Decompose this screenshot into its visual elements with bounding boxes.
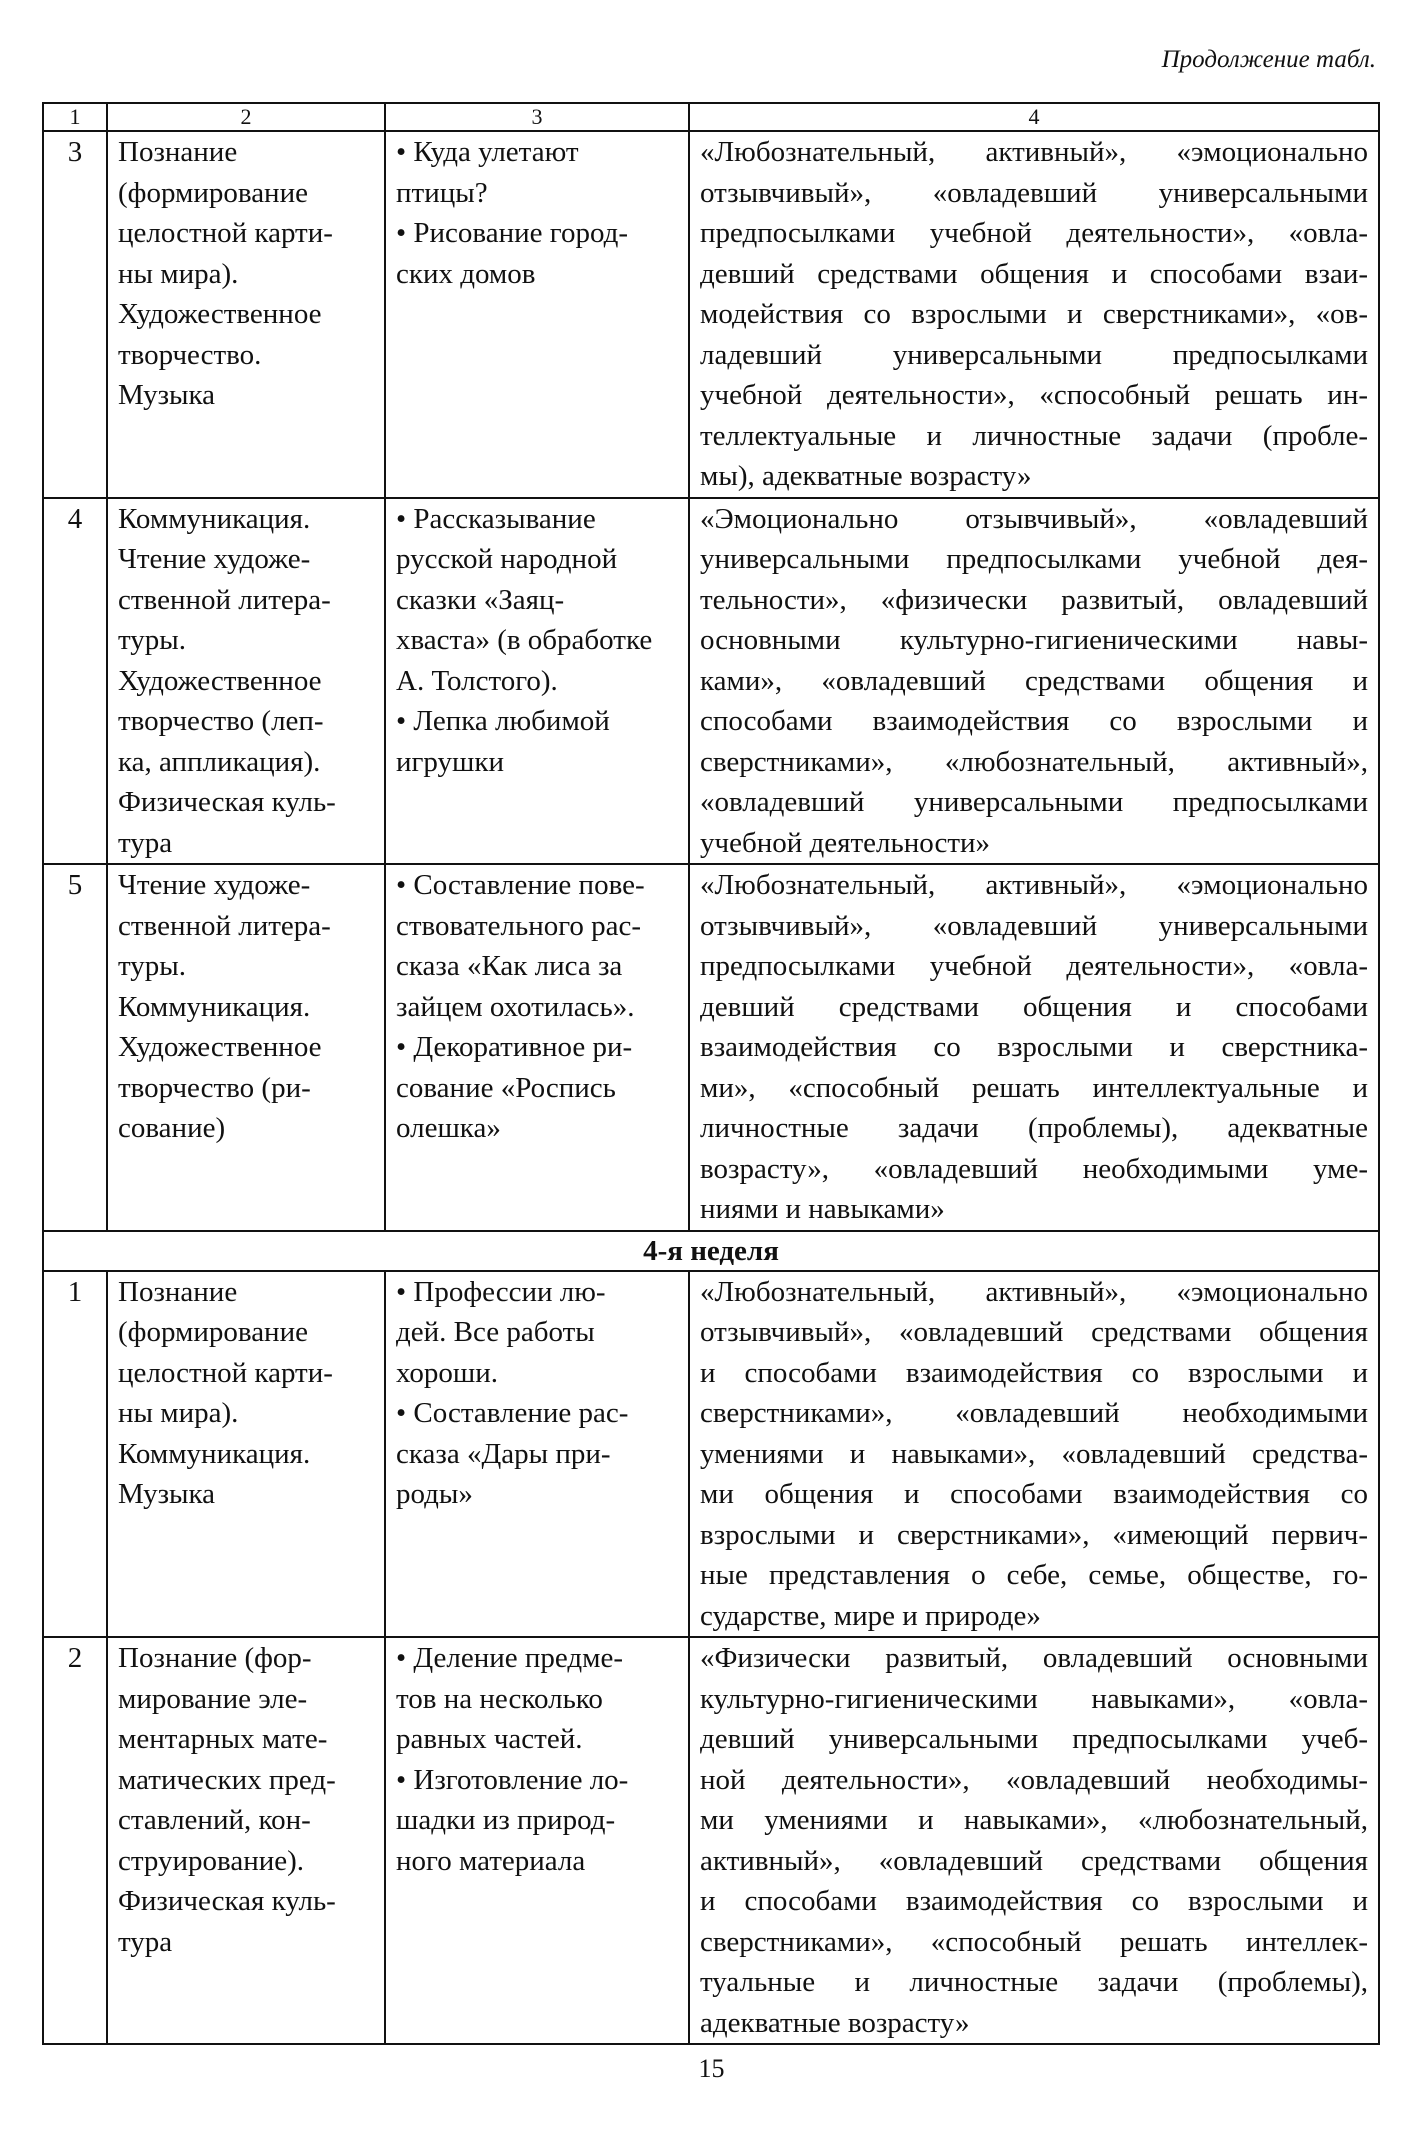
row-number: 4 xyxy=(43,498,107,865)
integrative-qualities-cell xyxy=(689,1637,1379,2044)
integrative-qualities-cell-line: взрослыми и сверстниками», «имеющий первич- xyxy=(700,1518,1368,1551)
integrative-qualities-cell-line: учебной деятельности» xyxy=(700,826,991,859)
education-area-cell-line: целостной карти- xyxy=(118,1356,333,1389)
integrative-qualities-cell-line: «Любознательный, активный», «эмоционально xyxy=(700,1275,1368,1308)
education-area-cell-line: ственной литера- xyxy=(118,909,331,942)
activity-cell-line: • Рисование город- xyxy=(396,217,629,249)
activity-cell-line: ствовательного рас- xyxy=(396,909,642,942)
integrative-qualities-cell-line: ниями и навыками» xyxy=(700,1193,945,1225)
education-area-cell-line: ментарных мате- xyxy=(118,1723,328,1755)
integrative-qualities-cell-line: модействия со взрослыми и сверстниками», «ов- xyxy=(700,298,1368,330)
activity-cell-line: сование «Роспись xyxy=(396,1071,616,1104)
integrative-qualities-cell-line: и способами взаимодействия со взрослыми и xyxy=(700,1356,1368,1389)
education-area-cell-line: (формирование xyxy=(118,176,308,209)
integrative-qualities-cell-line: основными культурно-гигиеническими навы- xyxy=(700,624,1368,656)
header-cell-4: 4 xyxy=(689,103,1379,131)
integrative-qualities-cell-line: мы), адекватные возрасту» xyxy=(700,460,1032,492)
row-number: 5 xyxy=(43,864,107,1231)
activity-cell-line: ного материала xyxy=(396,1844,586,1877)
activity-cell-line: • Лепка любимой xyxy=(396,705,610,737)
education-area-cell-line: Коммуникация. xyxy=(118,1437,311,1470)
education-area-cell-line: Чтение художе- xyxy=(118,869,311,901)
activity-cell-line: хороши. xyxy=(396,1356,498,1389)
integrative-qualities-cell-line: ками», «овладевший средствами общения и xyxy=(700,664,1368,697)
header-cell-2: 2 xyxy=(107,103,385,131)
activity-cell-line: • Рассказывание xyxy=(396,502,596,535)
integrative-qualities-cell-line: универсальными предпосылками учебной дея- xyxy=(700,543,1368,575)
row-number: 2 xyxy=(43,1637,107,2044)
education-area-cell-line: Музыка xyxy=(118,1478,216,1510)
integrative-qualities-cell-line: ми общения и способами взаимодействия со xyxy=(700,1478,1368,1510)
education-area-cell-line: матических пред- xyxy=(118,1763,336,1796)
integrative-qualities-cell-line: способами взаимодействия со взрослыми и xyxy=(700,705,1368,737)
activity-cell-line: дей. Все работы xyxy=(396,1316,595,1348)
integrative-qualities-cell-line: ной деятельности», «овладевший необходимы- xyxy=(700,1763,1368,1796)
education-area-cell xyxy=(107,498,385,865)
education-area-cell-line: целостной карти- xyxy=(118,217,333,249)
table-row xyxy=(43,498,1379,865)
integrative-qualities-cell-line: предпосылками учебной деятельности», «овла- xyxy=(700,217,1368,249)
education-area-cell-line: сование) xyxy=(118,1112,226,1144)
integrative-qualities-cell-line: ми», «способный решать интеллектуальные и xyxy=(700,1071,1368,1104)
activity-cell-line: олешка» xyxy=(396,1112,501,1144)
education-area-cell-line: Чтение художе- xyxy=(118,543,311,575)
table-continuation-caption: Продолжение табл. xyxy=(1161,46,1376,73)
page-number: 15 xyxy=(698,2054,725,2083)
integrative-qualities-cell-line: взаимодействия со взрослыми и сверстника- xyxy=(700,1031,1368,1063)
education-area-cell-line: творчество. xyxy=(118,338,262,371)
integrative-qualities-cell xyxy=(689,498,1379,865)
activity-cell-line: • Изготовление ло- xyxy=(396,1763,629,1796)
activity-cell-line: русской народной xyxy=(396,543,618,575)
activity-cell-line: птицы? xyxy=(396,176,488,209)
activity-cell-line: • Декоративное ри- xyxy=(396,1031,633,1063)
activity-cell-line: роды» xyxy=(396,1478,473,1510)
integrative-qualities-cell-line: личностные задачи (проблемы), адекватные xyxy=(700,1112,1368,1144)
activity-cell-line: • Составление пове- xyxy=(396,869,645,901)
integrative-qualities-cell-line: активный», «овладевший средствами общения xyxy=(700,1844,1368,1877)
week-divider-row xyxy=(43,1231,1379,1271)
integrative-qualities-cell-line: и способами взаимодействия со взрослыми и xyxy=(700,1885,1368,1917)
integrative-qualities-cell-line: отзывчивый», «овладевший универсальными xyxy=(700,909,1368,942)
activity-cell xyxy=(385,498,689,865)
education-area-cell-line: туры. xyxy=(118,950,187,982)
education-area-cell-line: ны мира). xyxy=(118,1397,239,1429)
integrative-qualities-cell-line: предпосылками учебной деятельности», «овла- xyxy=(700,950,1368,982)
activity-cell-line: А. Толстого). xyxy=(396,664,558,697)
integrative-qualities-cell-line: «Эмоционально отзывчивый», «овладевший xyxy=(700,502,1368,535)
education-area-cell xyxy=(107,131,385,498)
education-area-cell-line: Познание xyxy=(118,136,238,168)
activity-cell-line: • Куда улетают xyxy=(396,136,579,168)
education-area-cell-line: Музыка xyxy=(118,379,216,411)
integrative-qualities-cell-line: теллектуальные и личностные задачи (пробле- xyxy=(700,419,1368,452)
integrative-qualities-cell xyxy=(689,131,1379,498)
table-row xyxy=(43,864,1379,1231)
integrative-qualities-cell-line: возрасту», «овладевший необходимыми уме- xyxy=(700,1152,1368,1185)
activity-cell-line: сказа «Дары при- xyxy=(396,1437,611,1470)
row-number: 1 xyxy=(43,1271,107,1638)
activity-cell-line: зайцем охотилась». xyxy=(396,990,635,1023)
activity-cell-line: равных частей. xyxy=(396,1723,583,1755)
education-area-cell-line: Коммуникация. xyxy=(118,990,311,1023)
integrative-qualities-cell xyxy=(689,1271,1379,1638)
education-area-cell-line: тура xyxy=(118,826,173,859)
activity-cell xyxy=(385,131,689,498)
education-area-cell xyxy=(107,864,385,1231)
activity-cell xyxy=(385,864,689,1231)
education-area-cell-line: ственной литера- xyxy=(118,583,331,616)
header-cell-3: 3 xyxy=(385,103,689,131)
table-row xyxy=(43,1637,1379,2044)
education-area-cell-line: творчество (леп- xyxy=(118,705,324,737)
activity-cell-line: игрушки xyxy=(396,745,504,778)
education-area-cell-line: туры. xyxy=(118,624,187,656)
integrative-qualities-cell-line: «Любознательный, активный», «эмоционально xyxy=(700,136,1368,168)
integrative-qualities-cell-line: ные представления о себе, семье, обществе, го- xyxy=(700,1559,1368,1591)
activity-cell-line: • Составление рас- xyxy=(396,1397,629,1429)
integrative-qualities-cell-line: отзывчивый», «овладевший универсальными xyxy=(700,176,1368,209)
activity-cell-line: • Профессии лю- xyxy=(396,1275,606,1308)
activity-cell-line: хваста» (в обработке xyxy=(396,624,653,656)
integrative-qualities-cell-line: девший средствами общения и способами взаи- xyxy=(700,257,1368,290)
integrative-qualities-cell-line: сверстниками», «способный решать интеллек- xyxy=(700,1925,1368,1958)
activity-cell xyxy=(385,1637,689,2044)
integrative-qualities-cell-line: отзывчивый», «овладевший средствами общения xyxy=(700,1316,1368,1348)
integrative-qualities-cell-line: туальные и личностные задачи (проблемы), xyxy=(700,1966,1368,1998)
education-area-cell-line: струирование). xyxy=(118,1844,305,1877)
integrative-qualities-cell-line: ладевший универсальными предпосылками xyxy=(700,338,1368,371)
integrative-qualities-cell-line: «овладевший универсальными предпосылками xyxy=(700,786,1368,818)
activity-cell-line: ских домов xyxy=(396,257,536,290)
education-area-cell-line: Художественное xyxy=(118,298,322,330)
header-cell-1: 1 xyxy=(43,103,107,131)
integrative-qualities-cell-line: девший средствами общения и способами xyxy=(700,990,1368,1023)
education-area-cell xyxy=(107,1271,385,1638)
education-area-cell-line: Коммуникация. xyxy=(118,502,311,535)
education-area-cell-line: тура xyxy=(118,1925,173,1958)
header-row xyxy=(43,103,1379,131)
activity-cell-line: шадки из природ- xyxy=(396,1804,616,1836)
integrative-qualities-cell-line: «Любознательный, активный», «эмоционально xyxy=(700,869,1368,901)
education-area-cell-line: ны мира). xyxy=(118,257,239,290)
integrative-qualities-cell-line: девший универсальными предпосылками учеб- xyxy=(700,1723,1368,1755)
integrative-qualities-cell xyxy=(689,864,1379,1231)
education-area-cell-line: Художественное xyxy=(118,1031,322,1063)
education-area-cell-line: Познание (фор- xyxy=(118,1642,312,1674)
integrative-qualities-cell-line: сударстве, мире и природе» xyxy=(700,1599,1041,1632)
education-area-cell-line: мирование эле- xyxy=(118,1682,308,1715)
activity-cell xyxy=(385,1271,689,1638)
education-area-cell-line: ка, аппликация). xyxy=(118,745,321,778)
integrative-qualities-cell-line: сверстниками», «овладевший необходимыми xyxy=(700,1397,1368,1429)
integrative-qualities-cell-line: культурно-гигиеническими навыками», «овла- xyxy=(700,1682,1368,1715)
activity-cell-line: тов на несколько xyxy=(396,1682,603,1715)
week-label: 4-я неделя xyxy=(43,1231,1379,1271)
education-area-cell-line: ставлений, кон- xyxy=(118,1804,311,1836)
education-area-cell xyxy=(107,1637,385,2044)
integrative-qualities-cell-line: адекватные возрасту» xyxy=(700,2006,970,2039)
education-area-cell-line: творчество (ри- xyxy=(118,1071,311,1104)
integrative-qualities-cell-line: «Физически развитый, овладевший основными xyxy=(700,1642,1368,1674)
education-area-cell-line: Физическая куль- xyxy=(118,786,336,818)
education-area-cell-line: Художественное xyxy=(118,664,322,697)
activity-cell-line: сказки «Заяц- xyxy=(396,583,565,616)
integrative-qualities-cell-line: сверстниками», «любознательный, активный», xyxy=(700,745,1368,778)
table-row xyxy=(43,1271,1379,1638)
education-area-cell-line: Познание xyxy=(118,1275,238,1308)
table-row xyxy=(43,131,1379,498)
row-number: 3 xyxy=(43,131,107,498)
education-area-cell-line: Физическая куль- xyxy=(118,1885,336,1917)
activity-cell-line: • Деление предме- xyxy=(396,1642,624,1674)
activities-table xyxy=(42,102,1380,2045)
integrative-qualities-cell-line: умениями и навыками», «овладевший средства- xyxy=(700,1437,1368,1470)
integrative-qualities-cell-line: тельности», «физически развитый, овладевший xyxy=(700,583,1368,616)
activity-cell-line: сказа «Как лиса за xyxy=(396,950,623,982)
education-area-cell-line: (формирование xyxy=(118,1316,308,1348)
integrative-qualities-cell-line: ми умениями и навыками», «любознательный, xyxy=(700,1804,1368,1836)
integrative-qualities-cell-line: учебной деятельности», «способный решать ин- xyxy=(700,379,1368,411)
